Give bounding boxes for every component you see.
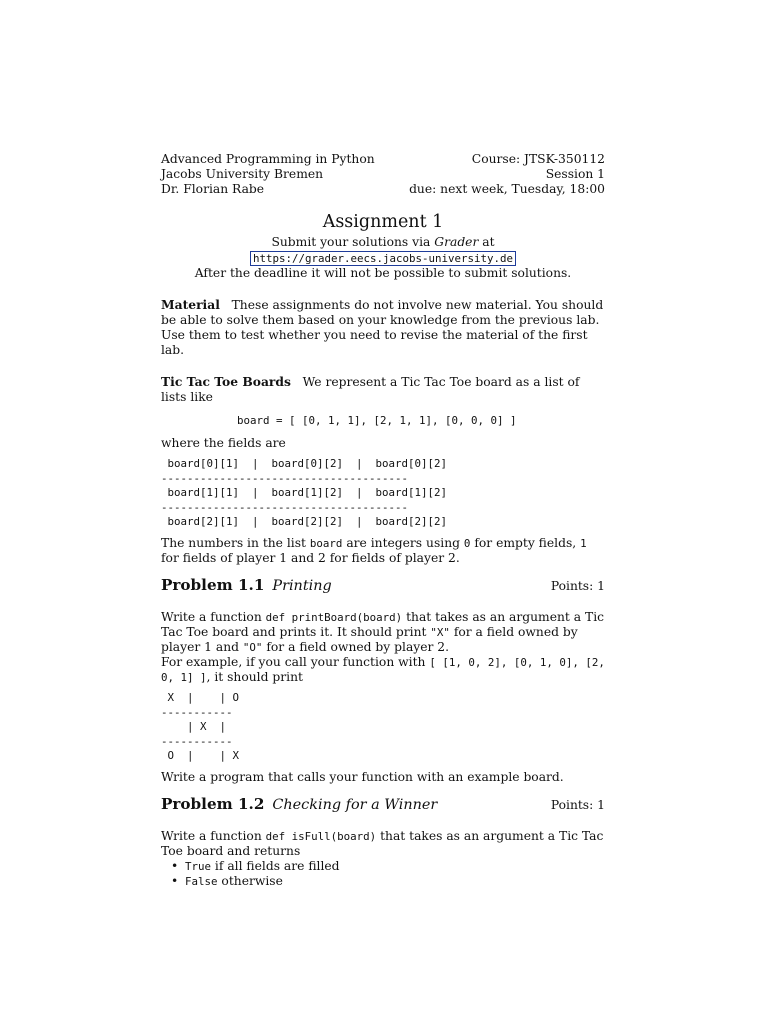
p1-text-6: , it should print [206, 669, 303, 684]
numbers-text-2: are integers using [342, 535, 464, 550]
session: Session 1 [545, 167, 605, 181]
p1-text-1: Write a function [161, 609, 266, 624]
course-code: Course: JTSK-350112 [471, 152, 605, 166]
material-text: These assignments do not involve new material. You should be able to solve them based on your knowledge from the previous lab. Use them to test whether you need to revise the material of the first lab. [161, 298, 604, 357]
problem-1-2-subtitle: Checking for a Winner [272, 796, 438, 813]
p1-code-o: "O" [242, 640, 263, 654]
submit-text: Submit your solutions via [271, 235, 435, 249]
instructor: Dr. Florian Rabe [161, 182, 265, 196]
p1-code-x: "X" [430, 625, 450, 639]
material-label: Material [161, 297, 220, 312]
numbers-code-board: board [309, 536, 343, 550]
p1-code-example-board: [ [1, 0, 2], [0, 1, 0], [2, 0, 1] ] [161, 655, 605, 684]
return-false-text: otherwise [217, 873, 283, 888]
problem-1-1-example [161, 655, 605, 685]
p2-text-2: that takes as an argument a Tic Tac Toe board and returns [161, 828, 604, 858]
numbers-text-1: The numbers in the list [161, 535, 310, 550]
numbers-text-4: for fields of player 1 and 2 for fields of player 2. [161, 550, 460, 565]
header-left [161, 152, 375, 197]
list-item [171, 873, 605, 889]
boards-intro: We represent a Tic Tac Toe board as a list of lists like [161, 375, 580, 404]
submit-text-end: at [478, 235, 495, 249]
fields-intro: where the fields are [161, 436, 286, 450]
boards-section [161, 374, 605, 405]
document-header [161, 152, 605, 197]
problem-1-1-points: Points: 1 [550, 578, 605, 593]
problem-1-2-heading [161, 794, 605, 813]
grader-link-row [161, 251, 605, 266]
boards-label: Tic Tac Toe Boards [161, 374, 291, 389]
p1-text-5: For example, if you call your function with [161, 654, 430, 669]
list-item [171, 858, 605, 874]
p1-code-printboard: def printBoard(board) [265, 610, 403, 624]
numbers-code-1: 1 [580, 536, 587, 550]
problem-1-2-description [161, 829, 605, 859]
bullet-icon: • [171, 873, 179, 888]
deadline-note: After the deadline it will not be possible to submit solutions. [194, 266, 572, 280]
material-section [161, 297, 605, 358]
header-right [409, 152, 605, 197]
bullet-icon: • [171, 858, 179, 873]
course-title: Advanced Programming in Python [161, 152, 375, 166]
page-title: Assignment 1 [322, 212, 444, 232]
p1-text-4: for a field owned by player 2. [262, 639, 450, 654]
due-date: due: next week, Tuesday, 18:00 [409, 182, 605, 196]
numbers-description [161, 536, 605, 566]
p2-code-isfull: def isFull(board) [265, 829, 377, 843]
problem-1-1-heading [161, 575, 605, 594]
problem-1-2-points: Points: 1 [550, 797, 605, 812]
board-code-example: board = [ [0, 1, 1], [2, 1, 1], [0, 0, 0] ] [237, 414, 517, 427]
numbers-code-0: 0 [463, 536, 471, 550]
problem-1-1-description [161, 610, 605, 655]
p2-text-1: Write a function [161, 828, 266, 843]
numbers-text-3: for empty fields, [470, 535, 581, 550]
p1-text-2: that takes as an argument a Tic Tac Toe board and prints it. It should print [161, 609, 605, 639]
board-field-grid: board[0][1] | board[0][2] | board[0][2] -------------------------------------- board[1][1] | board[1][2] | board[1][2] -------------------------------------- board[2][1] | board[2][2] | board[2][2] [161, 457, 448, 529]
problem-1-1-program: Write a program that calls your function with an example board. [161, 769, 564, 784]
grader-name: Grader [434, 235, 479, 249]
university: Jacobs University Bremen [161, 167, 324, 181]
grader-link[interactable]: https://grader.eecs.jacobs-university.de [250, 251, 516, 266]
return-true-code: True [185, 859, 212, 873]
printed-board-output: X | | O ----------- | X | ----------- O | | X [161, 690, 240, 763]
submit-instructions [161, 235, 605, 250]
assignment-page [161, 152, 605, 889]
return-true-text: if all fields are filled [211, 858, 340, 873]
problem-1-1-subtitle: Printing [272, 577, 332, 594]
return-false-code: False [185, 874, 218, 888]
problem-1-1-number: Problem 1.1 [161, 575, 265, 594]
problem-1-2-number: Problem 1.2 [161, 794, 265, 813]
p1-text-3: for a field owned by player 1 and [161, 624, 578, 654]
return-values-list [161, 859, 605, 889]
